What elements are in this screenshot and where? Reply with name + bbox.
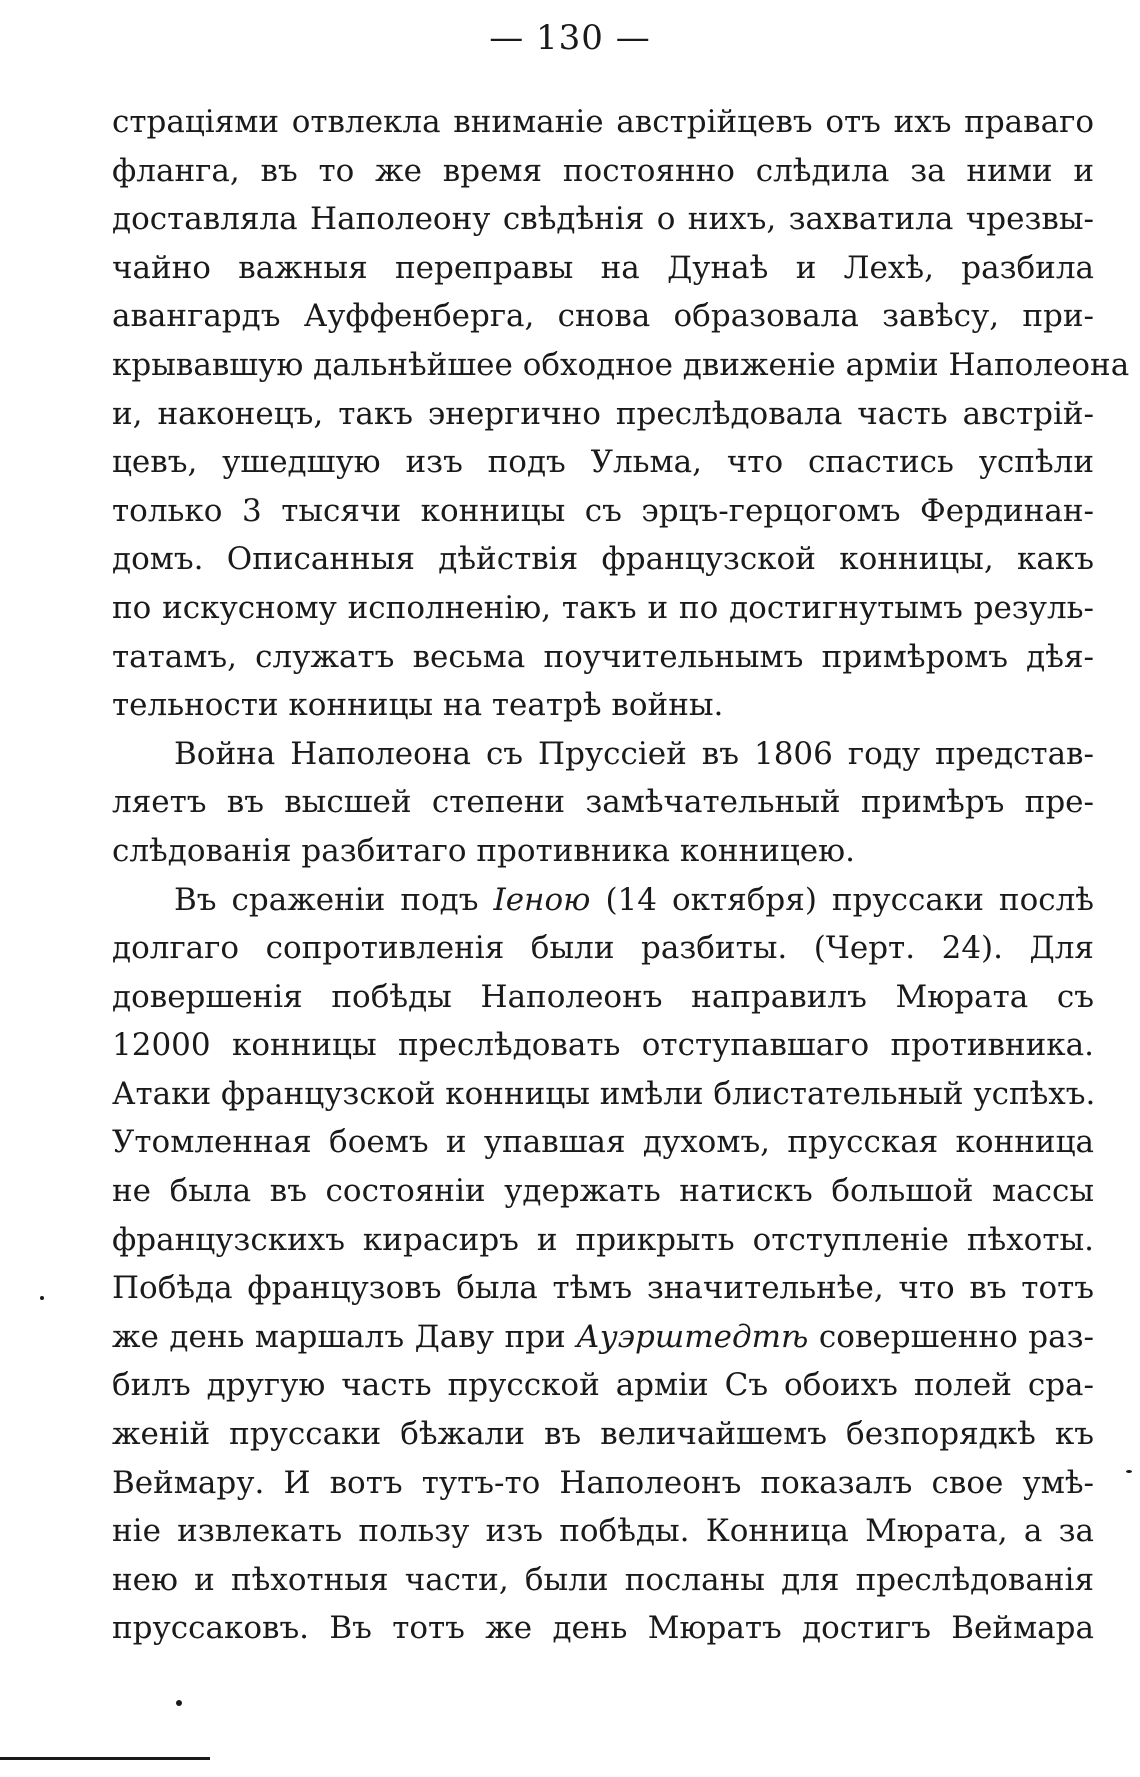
text-line: Утомленная боемъ и упавшая духомъ, прусская конница (112, 1124, 1094, 1161)
text-line: Въ сраженіи подъ Іеною (14 октября) пруссаки послѣ (174, 881, 1094, 918)
text-line: французскихъ кирасиръ и прикрыть отступленіе пѣхоты. (112, 1221, 1094, 1258)
text-line: только 3 тысячи конницы съ эрцъ-герцогомъ Фердинан- (112, 492, 1094, 529)
text-line: не была въ состояніи удержать натискъ большой массы (112, 1173, 1094, 1210)
text-line: Атаки французской конницы имѣли блистательный успѣхъ. (112, 1075, 1096, 1112)
scan-speck (176, 1700, 182, 1706)
text-line: долгаго сопротивленія были разбиты. (Черт. 24). Для (112, 930, 1094, 967)
text-line: страціями отвлекла вниманіе австрійцевъ отъ ихъ праваго (112, 104, 1094, 140)
italic-place-name: Ауэрштедтѣ (576, 1318, 809, 1355)
text-line: ніе извлекать пользу изъ побѣды. Конница Мюрата, а за (112, 1513, 1094, 1550)
text-line: Война Наполеона съ Пруссіей въ 1806 году представ- (174, 735, 1094, 772)
text-line: билъ другую часть прусской арміи Съ обоихъ полей сра- (112, 1367, 1094, 1404)
text-line: тельности конницы на театрѣ войны. (112, 687, 724, 724)
page-number: — 130 — (489, 18, 651, 58)
text-line: же день маршалъ Даву при Ауэрштедтѣ совершенно раз- (112, 1318, 1094, 1355)
paragraph-3 (112, 876, 1094, 1654)
text-line: 12000 конницы преслѣдовать отступавшаго противника. (112, 1027, 1094, 1064)
text-line: ляетъ въ высшей степени замѣчательный примѣръ пре- (112, 784, 1094, 821)
text-line: крывавшую дальнѣйшее обходное движеніе арміи Наполеона (112, 346, 1130, 383)
paragraph-2 (112, 730, 1094, 876)
page-body (112, 98, 1130, 1653)
text-line: нею и пѣхотныя части, были посланы для преслѣдованія (112, 1561, 1094, 1598)
text-line: чайно важныя переправы на Дунаѣ и Лехѣ, разбила (112, 249, 1094, 286)
text-line: пруссаковъ. Въ тотъ же день Мюратъ достигъ Веймара (112, 1610, 1094, 1647)
text-line: слѣдованія разбитаго противника конницею. (112, 832, 855, 869)
text-line: и, наконецъ, такъ энергично преслѣдовала часть австрій- (112, 395, 1094, 432)
paragraph-1 (112, 98, 1130, 730)
italic-place-name: Іеною (493, 881, 591, 918)
footer-rule (0, 1757, 210, 1760)
text-line: домъ. Описанныя дѣйствія французской конницы, какъ (112, 541, 1094, 578)
text-line: цевъ, ушедшую изъ подъ Ульма, что спастись успѣли (112, 444, 1094, 481)
scan-speck (1126, 1470, 1132, 1473)
text-line: женій пруссаки бѣжали въ величайшемъ безпорядкѣ къ (112, 1416, 1094, 1453)
text-line: фланга, въ то же время постоянно слѣдила за ними и (112, 152, 1094, 189)
text-line: Веймару. И вотъ тутъ-то Наполеонъ показалъ свое умѣ- (112, 1464, 1094, 1501)
text-line: авангардъ Ауффенберга, снова образовала завѣсу, при- (112, 298, 1094, 335)
text-line: по искусному исполненію, такъ и по достигнутымъ резуль- (112, 589, 1094, 626)
text-line: татамъ, служатъ весьма поучительнымъ примѣромъ дѣя- (112, 638, 1094, 675)
text-line: довершенія побѣды Наполеонъ направилъ Мюрата съ (112, 978, 1094, 1015)
text-line: доставляла Наполеону свѣдѣнія о нихъ, захватила чрезвы- (112, 201, 1094, 238)
text-line: Побѣда французовъ была тѣмъ значительнѣе, что въ тотъ (112, 1270, 1094, 1307)
scan-speck (40, 1296, 44, 1300)
